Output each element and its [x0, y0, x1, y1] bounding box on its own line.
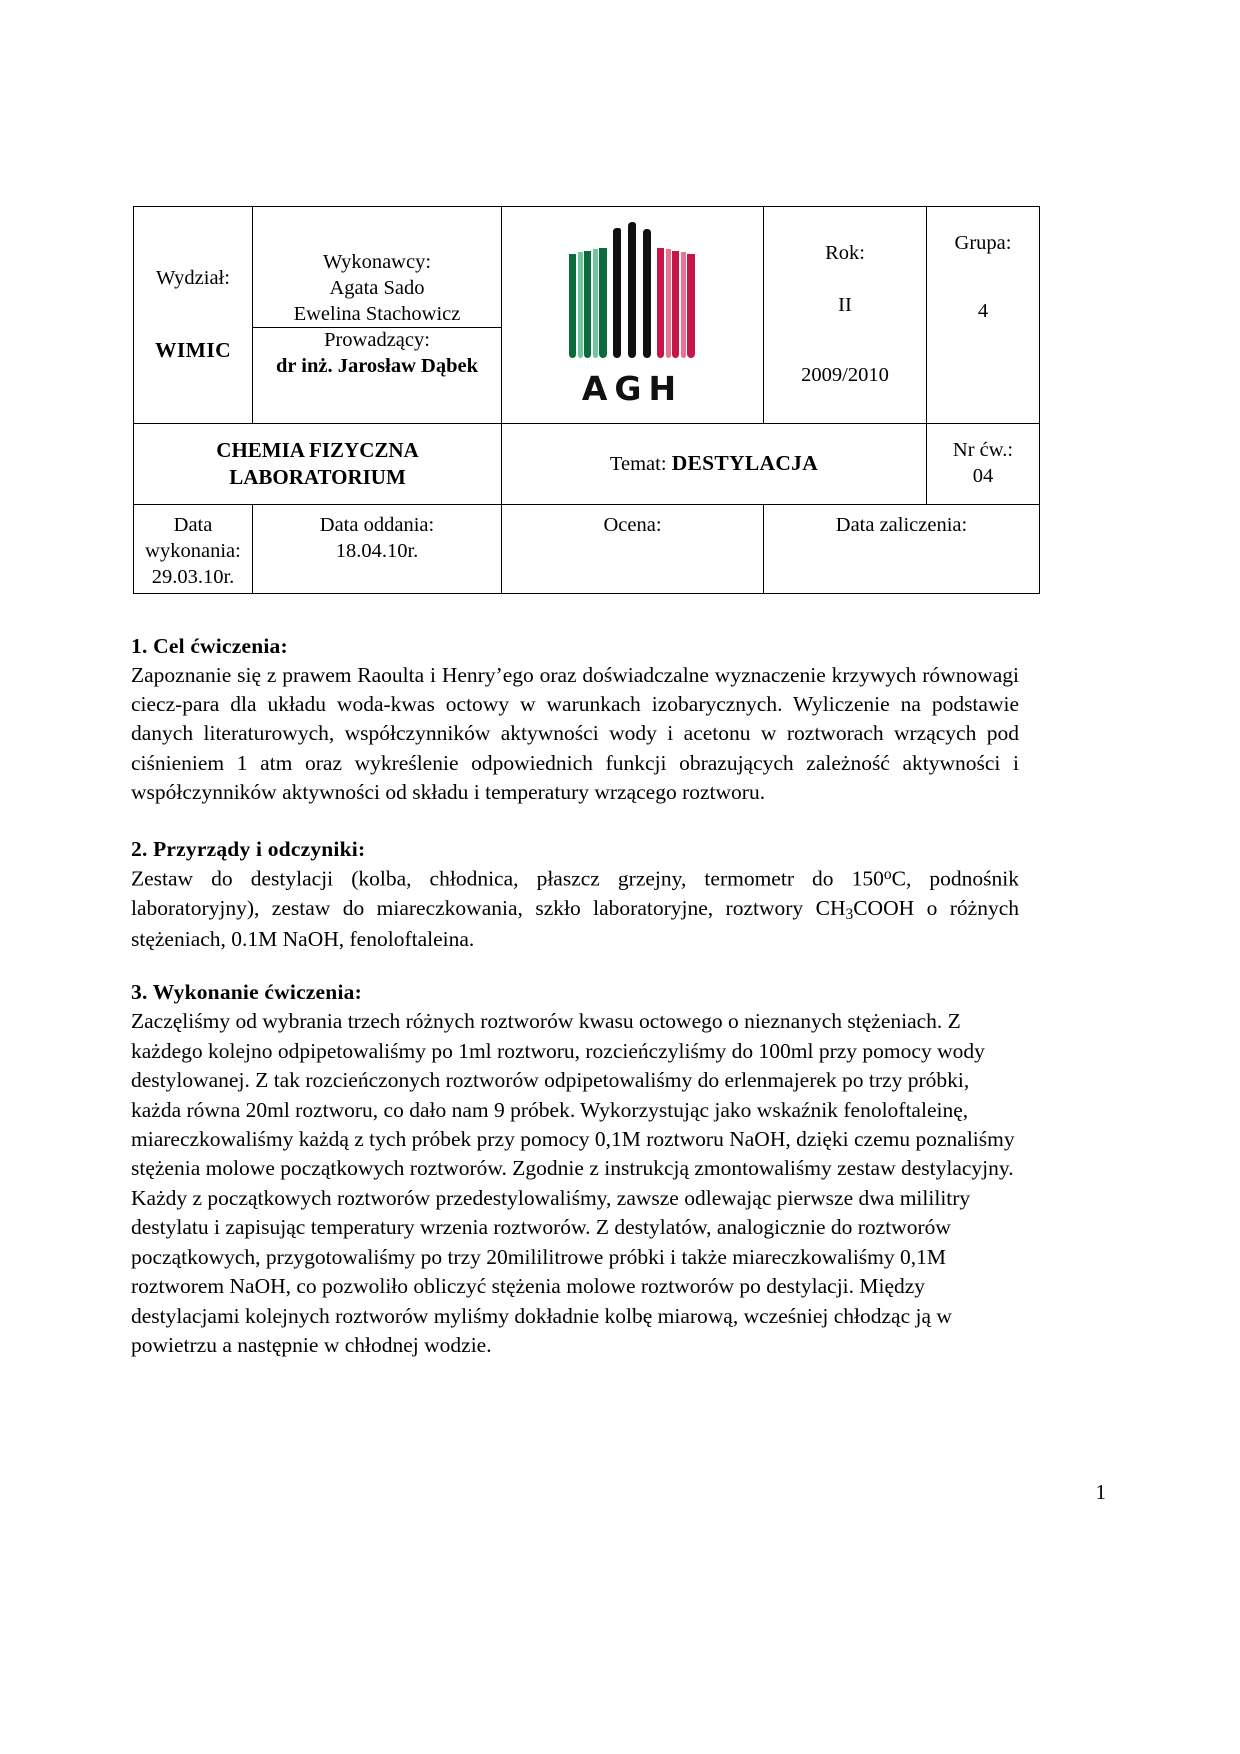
table-row — [134, 424, 1040, 505]
prowadzacy-label: Prowadzący: — [324, 329, 430, 352]
section-2-body-part1: Zestaw do destylacji (kolba, chłodnica, płaszcz grzejny, termometr do 150 — [131, 866, 884, 891]
data-wykonania-value: 29.03.10r. — [151, 565, 235, 588]
section-2-body-part2: C, podnośnik laboratoryjny), zestaw do miareczkowania, szkło laboratoryjne, roztwory CH — [131, 866, 1020, 920]
formula-subscript: 3 — [845, 905, 854, 923]
cell-temat — [502, 424, 927, 505]
grupa-value: 4 — [977, 300, 989, 322]
agh-logo-text: AGH — [581, 368, 684, 408]
agh-logo — [506, 209, 759, 421]
section-1-body: Zapoznanie się z prawem Raoulta i Henry’ego oraz doświadczalne wyznaczenie krzywych równowagi ciecz-para dla układu woda-kwas octowy w warunkach izobarycznych. Wyliczenie na podstawie danych literaturowych, współczynników aktywności wody i acetonu w roztworach wrzących pod ciśnieniem 1 atm oraz wykreślenie odpowiednich funkcji obrazujących zależność aktywności i współczynników aktywności od składu i temperatury wrzącego roztworu. — [131, 663, 1019, 804]
cell-wydzial — [134, 207, 253, 424]
course-title-line-1: CHEMIA FIZYCZNA — [216, 437, 419, 462]
rok-year: 2009/2010 — [801, 363, 889, 386]
data-oddania-label: Data oddania: — [319, 514, 435, 536]
report-header-table — [133, 206, 1040, 594]
cell-nr-cw — [927, 424, 1040, 505]
nr-cw-value: 04 — [972, 465, 994, 487]
cell-ocena — [502, 505, 764, 594]
section-2-heading: 2. Przyrządy i odczyniki: — [131, 837, 366, 862]
prowadzacy-block — [253, 328, 501, 380]
section-przyrzady-odczyniki — [131, 837, 1019, 954]
course-title-line-2: LABORATORIUM — [229, 465, 406, 489]
ocena-label: Ocena: — [603, 514, 662, 536]
cell-agh-logo — [502, 207, 764, 424]
temat-value: DESTYLACJA — [671, 451, 819, 476]
wykonawcy-name-2: Ewelina Stachowicz — [293, 302, 461, 325]
section-3-heading: 3. Wykonanie ćwiczenia: — [131, 980, 362, 1005]
wykonawcy-block — [253, 250, 501, 328]
section-2-body-part3: COOH o różnych stężeniach, 0.1M NaOH, fenoloftaleina. — [131, 895, 1019, 951]
cell-course-title — [134, 424, 502, 505]
prowadzacy-value: dr inż. Jarosław Dąbek — [276, 355, 478, 378]
section-3-body: Zaczęliśmy od wybrania trzech różnych roztworów kwasu octowego o nieznanych stężeniach. Z każdego kolejno odpipetowaliśmy po 1ml roztworu, rozcieńczyliśmy do 100ml przy pomocy wody destylowanej. Z tak rozcieńczonych roztworów odpipetowaliśmy do erlenmajerek po trzy próbki, każda równa 20ml roztworu, co dało nam 9 próbek. Wykorzystując jako wskaźnik fenoloftaleinę, miareczkowaliśmy każdą z tych próbek przy pomocy 0,1M roztworu NaOH, dzięki czemu poznaliśmy stężenia molowe początkowych roztworów. Zgodnie z instrukcją zmontowaliśmy zestaw destylacyjny. Każdy z początkowych roztworów przedestylowaliśmy, zawsze odlewając pierwsze dwa mililitry destylatu i zapisując temperatury wrzenia roztworów. Z destylatów, analogicznie do roztworów początkowych, przygotowaliśmy po trzy 20mililitrowe próbki i także miareczkowaliśmy 0,1M roztworem NaOH, co pozwoliło obliczyć stężenia molowe roztworów po destylacji. Między destylacjami kolejnych roztworów myliśmy dokładnie kolbę miarową, wcześniej chłodząc ją w powietrzu a następnie w chłodnej wodzie. — [131, 1009, 1015, 1358]
agh-logo-bars-icon — [567, 226, 699, 368]
data-wykonania-label: Data wykonania: — [145, 514, 241, 562]
data-oddania-value: 18.04.10r. — [335, 539, 419, 562]
cell-grupa — [927, 207, 1040, 424]
cell-rok — [764, 207, 927, 424]
report-body — [131, 634, 1019, 1361]
wydzial-value: WIMIC — [154, 338, 232, 363]
cell-wykonawcy-prowadzacy — [253, 207, 502, 424]
rok-label: Rok: — [825, 242, 865, 265]
grupa-label: Grupa: — [954, 232, 1012, 255]
cell-data-wykonania — [134, 505, 253, 594]
page-number: 1 — [1095, 1480, 1106, 1504]
section-cel-cwiczenia — [131, 634, 1019, 807]
temat-label: Temat: — [609, 453, 667, 476]
table-row — [134, 505, 1040, 594]
wykonawcy-name-1: Agata Sado — [329, 276, 425, 299]
cell-data-oddania — [253, 505, 502, 594]
section-1-heading: 1. Cel ćwiczenia: — [131, 634, 288, 658]
data-zaliczenia-label: Data zaliczenia: — [835, 514, 968, 536]
cell-data-zaliczenia — [764, 505, 1040, 594]
wykonawcy-label: Wykonawcy: — [322, 250, 432, 273]
section-2-body — [131, 864, 1019, 954]
rok-value: II — [838, 294, 852, 317]
table-row — [134, 207, 1040, 424]
section-wykonanie-cwiczenia — [131, 980, 1019, 1360]
wydzial-label: Wydział: — [156, 266, 230, 289]
degree-symbol: o — [883, 866, 892, 884]
nr-cw-label: Nr ćw.: — [952, 439, 1014, 462]
